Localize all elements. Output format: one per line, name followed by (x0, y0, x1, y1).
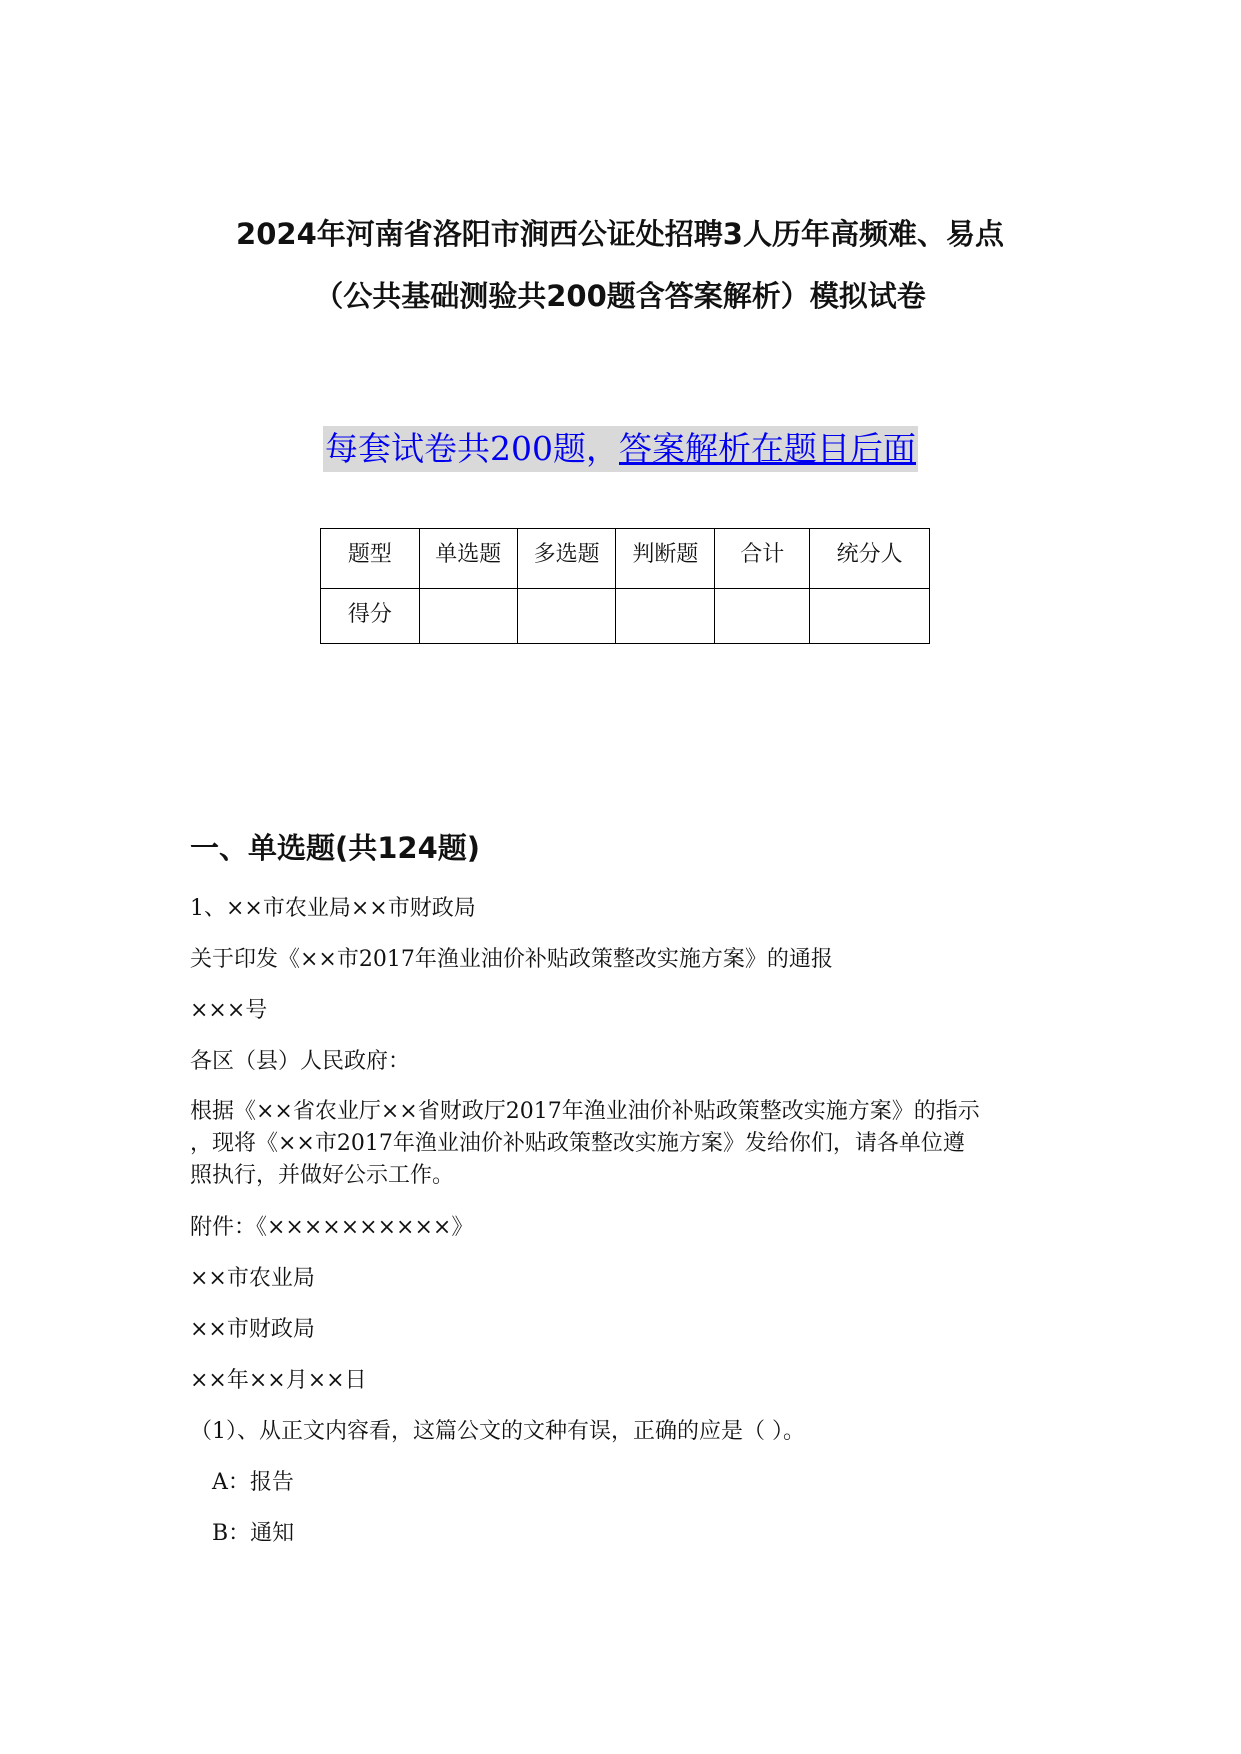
doc-title-line1: 2024年河南省洛阳市涧西公证处招聘3人历年高频难、易点 (236, 217, 1004, 251)
section-title: 一、单选题(共124题) (190, 831, 481, 865)
attachment-line: 附件：《××××××××××》 (190, 1215, 474, 1240)
date-line: ××年××月××日 (190, 1368, 367, 1393)
question-line4: 各区（县）人民政府： (190, 1049, 411, 1074)
header-cell-judge: 判断题 (616, 529, 715, 589)
score-cell-scorer[interactable] (810, 589, 930, 644)
question-body-b: ，现将《××市2017年渔业油价补贴政策整改实施方案》发给你们，请各单位遵 (190, 1131, 965, 1156)
notice-highlight (323, 426, 918, 472)
notice-banner (0, 426, 1241, 472)
question-line3: ×××号 (190, 998, 268, 1023)
score-table (320, 528, 930, 644)
score-cell-total[interactable] (715, 589, 810, 644)
notice-text: 每套试卷共200题， (325, 429, 619, 468)
score-table-score-row (321, 589, 930, 644)
score-cell-single[interactable] (419, 589, 517, 644)
answer-link[interactable]: 答案解析在题目后面 (619, 429, 916, 468)
sub-question: （1）、从正文内容看，这篇公文的文种有误，正确的应是（ ）。 (190, 1419, 805, 1444)
score-cell-judge[interactable] (616, 589, 715, 644)
header-cell-multi: 多选题 (517, 529, 616, 589)
header-cell-scorer: 统分人 (810, 529, 930, 589)
header-cell-total: 合计 (715, 529, 810, 589)
question-body-a: 根据《××省农业厅××省财政厅2017年渔业油价补贴政策整改实施方案》的指示 (190, 1099, 980, 1124)
score-table-header-row (321, 529, 930, 589)
signature-finance: ××市财政局 (190, 1317, 315, 1342)
option-a[interactable]: A：报告 (212, 1470, 294, 1495)
question-body-c: 照执行，并做好公示工作。 (190, 1163, 455, 1188)
question-line1: 1、××市农业局××市财政局 (190, 896, 476, 921)
header-cell-single: 单选题 (419, 529, 517, 589)
score-cell-multi[interactable] (517, 589, 616, 644)
option-b[interactable]: B：通知 (212, 1521, 295, 1546)
doc-title-line2: （公共基础测验共200题含答案解析）模拟试卷 (314, 279, 926, 313)
question-line2: 关于印发《××市2017年渔业油价补贴政策整改实施方案》的通报 (190, 947, 833, 972)
signature-agriculture: ××市农业局 (190, 1266, 315, 1291)
row-label-score: 得分 (321, 589, 420, 644)
header-cell-type: 题型 (321, 529, 420, 589)
